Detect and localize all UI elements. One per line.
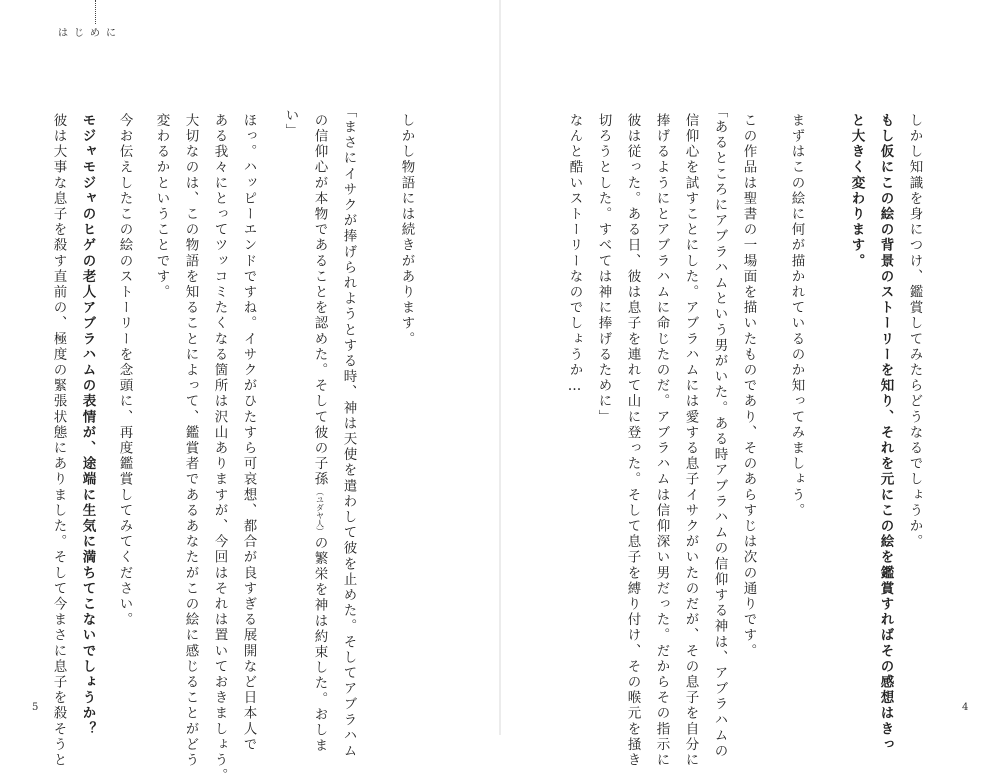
left-line-3-text: の信仰心が本物であることを認めた。そして彼の子孫 — [311, 113, 328, 488]
left-line-2: 「まさにイサクが捧げられようとする時、神は天使を遣わして彼を止めた。そしてアブラハム — [340, 104, 357, 760]
right-line-3-bold: と大きく変わります。 — [848, 113, 865, 269]
right-line-7: 信仰心を試すことにした。アブラハムには愛する息子イサクがいたのだが、その息子を自分に — [682, 113, 699, 769]
left-line-5: ほっ。ハッピーエンドですね。イサクがひたすら可哀想、都合が良すぎる展開など日本人で — [240, 113, 257, 753]
right-line-4: まずはこの絵に何が描かれているのか知ってみましょう。 — [788, 113, 805, 519]
chapter-label: はじめに — [58, 28, 122, 39]
left-line-10-bold: モジャモジャのヒゲの老人アブラハムの表情が、途端に生気に満ちてこないでしょうか？ — [79, 113, 96, 737]
page-number-left: 5 — [32, 702, 39, 713]
left-line-4: い」 — [282, 108, 299, 140]
right-line-8: 捧げるようにとアブラハムに命じたのだ。アブラハムは信仰深い男だった。だからその指示に — [653, 113, 670, 769]
page-number-right: 4 — [962, 702, 969, 713]
left-line-3 — [312, 113, 326, 754]
left-line-1: しかし物語には続きがあります。 — [398, 113, 415, 347]
left-line-8: 変わるかということです。 — [153, 113, 170, 301]
left-line-9: 今お伝えしたこの絵のストーリーを念頭に、再度鑑賞してみてください。 — [116, 113, 133, 628]
right-line-5: この作品は聖書の一場面を描いたものであり、そのあらすじは次の通りです。 — [740, 113, 757, 659]
left-line-11: 彼は大事な息子を殺す直前の、極度の緊張状態にありました。そして今まさに息子を殺そうと — [50, 113, 67, 769]
right-line-6: 「あるところにアブラハムという男がいた。ある時アブラハムの信仰する神は、アブラハムの — [711, 104, 728, 760]
right-line-11: なんと酷いストーリーなのでしょうか… — [566, 113, 583, 397]
right-line-10: 切ろうとした。すべては神に捧げるために」 — [595, 113, 612, 425]
right-line-1: しかし知識を身につけ、鑑賞してみたらどうなるでしょうか。 — [906, 113, 923, 550]
right-line-9: 彼は従った。ある日、彼は息子を連れて山に登った。そして息子を縛り付け、その喉元を掻き — [624, 113, 641, 769]
right-line-2-bold: もし仮にこの絵の背景のストーリーを知り、それを元にこの絵を鑑賞すればその感想はきっ — [877, 113, 894, 753]
left-line-6: ある我々にとってツッコミたくなる箇所は沢山ありますが、今回はそれは置いておきましょう。 — [211, 113, 228, 784]
squiggle-ornament — [95, 0, 104, 24]
left-line-3-cont: の繁栄を神は約束した。おしま — [311, 535, 328, 754]
ruby-note: （ユダヤ人） — [315, 487, 325, 536]
left-line-7: 大切なのは、この物語を知ることによって、鑑賞者であるあなたがこの絵に感じることがどう — [182, 113, 199, 769]
page-gutter — [499, 0, 501, 735]
